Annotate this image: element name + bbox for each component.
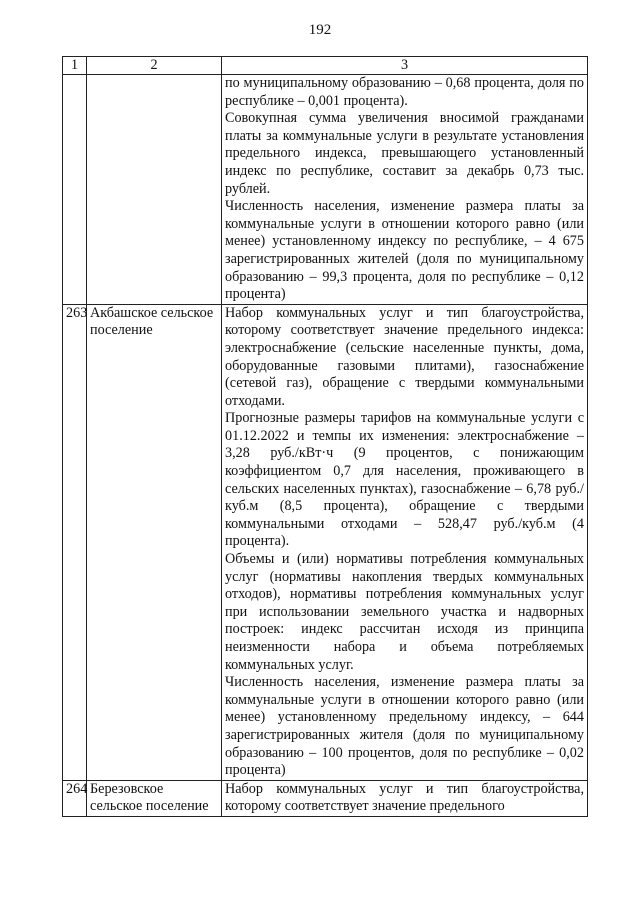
municipality-name: Березовское сельское поселение [87,780,222,816]
table-row [63,780,588,816]
row-number: 264 [63,780,87,816]
table-row [63,304,588,780]
page-number: 192 [308,22,332,38]
indices-table [62,56,588,817]
municipality-name [87,75,222,305]
paragraph: Набор коммунальных услуг и тип благоустройства, которому соответствует значение предельного индекса: электроснабжение (сельские населенные пункты, дома, оборудованные газовыми плитами), газоснабжение (сетевой газ), обращение с твердыми коммунальными отходами. [225,304,584,409]
paragraph: Совокупная сумма увеличения вносимой гражданами платы за коммунальные услуги в результате установления предельного индекса, превышающего установленный индекс по республике, составит за декабрь 0,73 тыс. рублей. [225,110,584,197]
paragraph: Прогнозные размеры тарифов на коммунальные услуги с 01.12.2022 и темпы их изменения: электроснабжение – 3,28 руб./кВт·ч (9 процентов, с понижающим коэффициентом 0,7 для населения, проживающего в сельских населенных пунктах), газоснабжение – 6,78 руб./куб.м (8,5 процента), обращение с твердыми коммунальными отходами – 528,47 руб./куб.м (4 процента). [225,410,584,550]
header-col-2: 2 [87,57,222,75]
table-header-row [63,57,588,75]
paragraph: Набор коммунальных услуг и тип благоустройства, которому соответствует значение предельного [225,780,584,815]
municipality-name: Акбашское сельское поселение [87,304,222,780]
row-description [222,75,588,305]
paragraph: Объемы и (или) нормативы потребления коммунальных услуг (нормативы накопления твердых коммунальных отходов), нормативы потребления коммунальных услуг при использовании земельного участка и надворных построек: индекс рассчитан исходя из принципа неизменности набора и объема потребляемых коммунальных услуг. [225,551,584,673]
row-number [63,75,87,305]
header-col-3: 3 [222,57,588,75]
header-col-1: 1 [63,57,87,75]
row-description [222,304,588,780]
table-row [63,75,588,305]
row-number: 263 [63,304,87,780]
paragraph: Численность населения, изменение размера платы за коммунальные услуги в отношении которого равно (или менее) установленному индексу по республике, – 4 675 зарегистрированных жителей (доля по муниципальному образованию – 99,3 процента, доля по республике – 0,12 процента) [225,198,584,303]
row-description [222,780,588,816]
paragraph: Численность населения, изменение размера платы за коммунальные услуги в отношении которого равно (или менее) установленному предельному индексу, – 644 зарегистрированных жителя (доля по муниципальному образованию – 100 процентов, доля по республике – 0,02 процента) [225,674,584,779]
paragraph: по муниципальному образованию – 0,68 процента, доля по республике – 0,001 процента). [225,75,584,109]
